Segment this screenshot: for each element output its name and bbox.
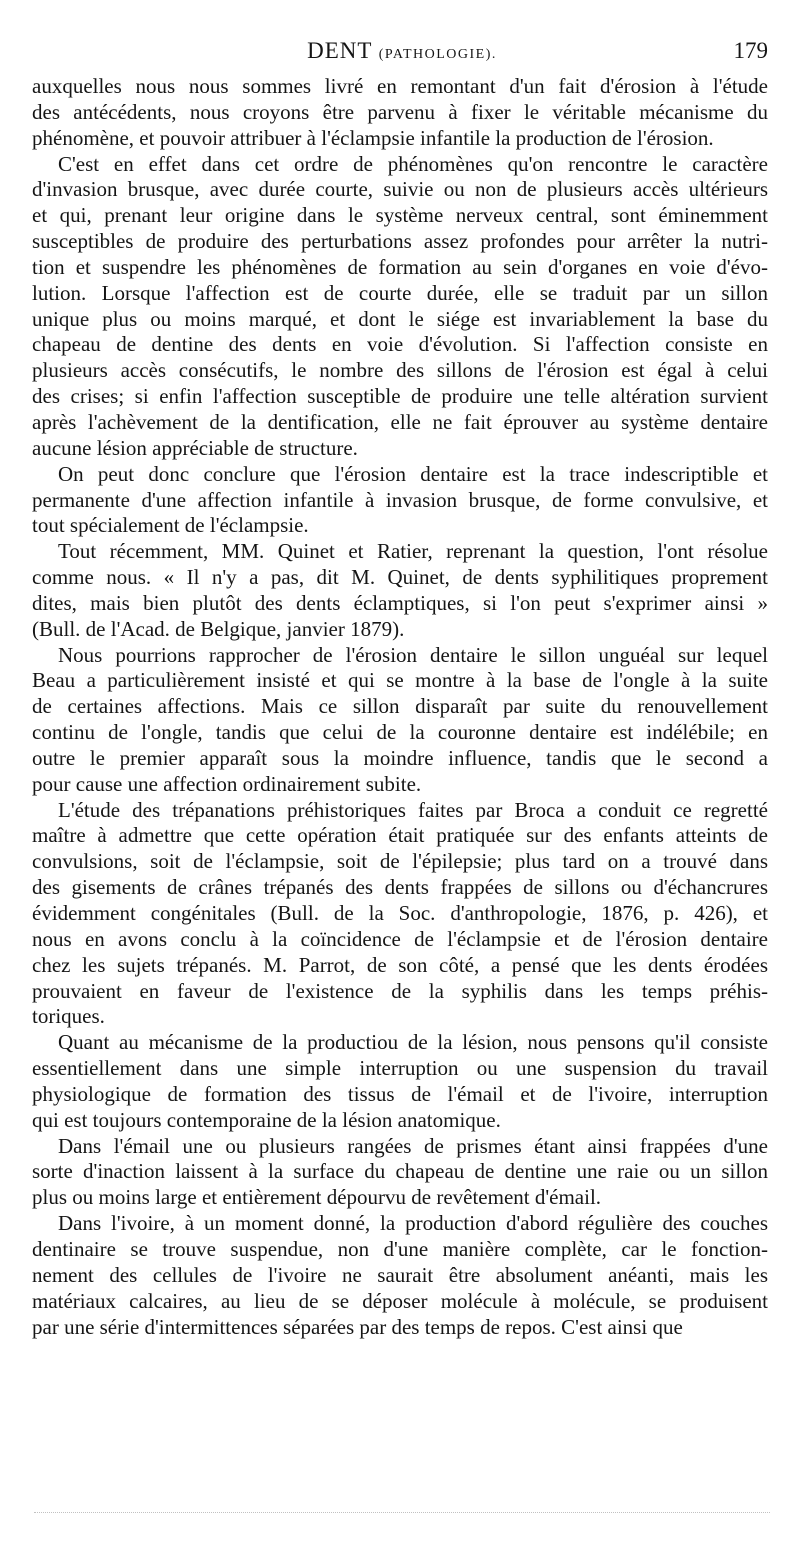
text-line: (Bull. de l'Acad. de Belgique, janvier 1879). [32,616,405,641]
text-line: Quant au mécanisme de la productiou de la lésion, nous pensons qu'il consiste [58,1030,768,1055]
text-line: des gisements de crânes trépanés des dents frappées de sillons ou d'échancrures [32,875,768,900]
text-line: aucune lésion appréciable de structure. [32,435,358,460]
text-line: plus ou moins large et entièrement dépourvu de revêtement d'émail. [32,1185,602,1210]
text-line: sorte d'inaction laissent à la surface du chapeau de dentine une raie ou un sillon [32,1159,768,1184]
text-line: Nous pourrions rapprocher de l'érosion dentaire le sillon unguéal sur lequel [58,642,768,667]
text-line: par une série d'intermittences séparées par des temps de repos. C'est ainsi que [32,1314,683,1339]
header-title: DENT [307,38,372,63]
text-line: maître à admettre que cette opération était pratiquée sur des enfants atteints de [32,823,768,848]
text-line: unique plus ou moins marqué, et dont le siége est invariablement la base du [32,306,768,331]
text-line: Beau a particulièrement insisté et qui se montre à la base de l'ongle à la suite [32,668,768,693]
text-line: et qui, prenant leur origine dans le système nerveux central, sont éminemment [32,203,768,228]
text-line: matériaux calcaires, au lieu de se déposer molécule à molécule, se produisent [32,1288,768,1313]
text-line: d'invasion brusque, avec durée courte, suivie ou non de plusieurs accès ultérieurs [32,177,768,202]
text-line: physiologique de formation des tissus de l'émail et de l'ivoire, interruption [32,1081,768,1106]
text-line: dentinaire se trouve suspendue, non d'une manière complète, car le fonction- [32,1236,768,1261]
text-line: après l'achèvement de la dentification, elle ne fait éprouver au système dentaire [32,409,768,434]
text-line: L'étude des trépanations préhistoriques faites par Broca a conduit ce regretté [58,797,768,822]
text-line: outre le premier apparaît sous la moindre influence, tandis que le second a [32,745,768,770]
text-line: qui est toujours contemporaine de la lésion anatomique. [32,1107,501,1132]
text-line: nous en avons conclu à la coïncidence de l'éclampsie et de l'érosion dentaire [32,926,768,951]
text-line: des crises; si enfin l'affection susceptible de produire une telle altération survient [32,384,768,409]
text-line: dites, mais bien plutôt des dents éclamptiques, si l'on peut s'exprimer ainsi » [32,590,768,615]
body-text [32,74,768,1340]
text-line: essentiellement dans une simple interruption ou une suspension du travail [32,1056,768,1081]
text-line: toriques. [32,1004,105,1029]
text-line: comme nous. « Il n'y a pas, dit M. Quinet, de dents syphilitiques proprement [32,565,768,590]
footer-rule [34,1502,770,1513]
text-line: lution. Lorsque l'affection est de courte durée, elle se traduit par un sillon [32,280,768,305]
page-title [34,38,770,64]
text-line: auxquelles nous nous sommes livré en remontant d'un fait d'érosion à l'étude [32,74,768,98]
text-line: convulsions, soit de l'éclampsie, soit de l'épilepsie; plus tard on a trouvé dans [32,849,768,874]
text-line: chapeau de dentine des dents en voie d'évolution. Si l'affection consiste en [32,332,768,357]
text-line: permanente d'une affection infantile à invasion brusque, de forme convulsive, et [32,487,768,512]
text-line: plusieurs accès consécutifs, le nombre des sillons de l'érosion est égal à celui [32,358,768,383]
text-line: Dans l'ivoire, à un moment donné, la production d'abord régulière des couches [58,1211,768,1236]
text-line: continu de l'ongle, tandis que celui de la couronne dentaire est indélébile; en [32,720,768,745]
text-line: des antécédents, nous croyons être parvenu à fixer le véritable mécanisme du [32,99,768,124]
running-head [34,38,770,74]
text-line: tout spécialement de l'éclampsie. [32,513,309,538]
text-line: prouvaient en faveur de l'existence de la syphilis dans les temps préhis- [32,978,768,1003]
text-line: nement des cellules de l'ivoire ne saurait être absolument anéanti, mais les [32,1262,768,1287]
text-line: tion et suspendre les phénomènes de formation au sein d'organes en voie d'évo- [32,254,768,279]
text-line: pour cause une affection ordinairement subite. [32,771,422,796]
header-subtitle: (PATHOLOGIE). [378,47,497,62]
text-line: susceptibles de produire des perturbations assez profondes pour arrêter la nutri- [32,229,768,254]
text-line: évidemment congénitales (Bull. de la Soc. d'anthropologie, 1876, p. 426), et [32,901,768,925]
text-line: phénomène, et pouvoir attribuer à l'éclampsie infantile la production de l'érosion. [32,125,714,150]
text-line: de certaines affections. Mais ce sillon disparaît par suite du renouvellement [32,694,768,719]
text-line: chez les sujets trépanés. M. Parrot, de son côté, a pensé que les dents érodées [32,952,768,977]
text-line: Dans l'émail une ou plusieurs rangées de prismes étant ainsi frappées d'une [58,1133,768,1158]
text-line: Tout récemment, MM. Quinet et Ratier, reprenant la question, l'ont résolue [58,539,768,564]
text-line: C'est en effet dans cet ordre de phénomènes qu'on rencontre le caractère [58,151,768,176]
page-number: 179 [733,38,768,63]
text-line: On peut donc conclure que l'érosion dentaire est la trace indescriptible et [58,461,768,486]
